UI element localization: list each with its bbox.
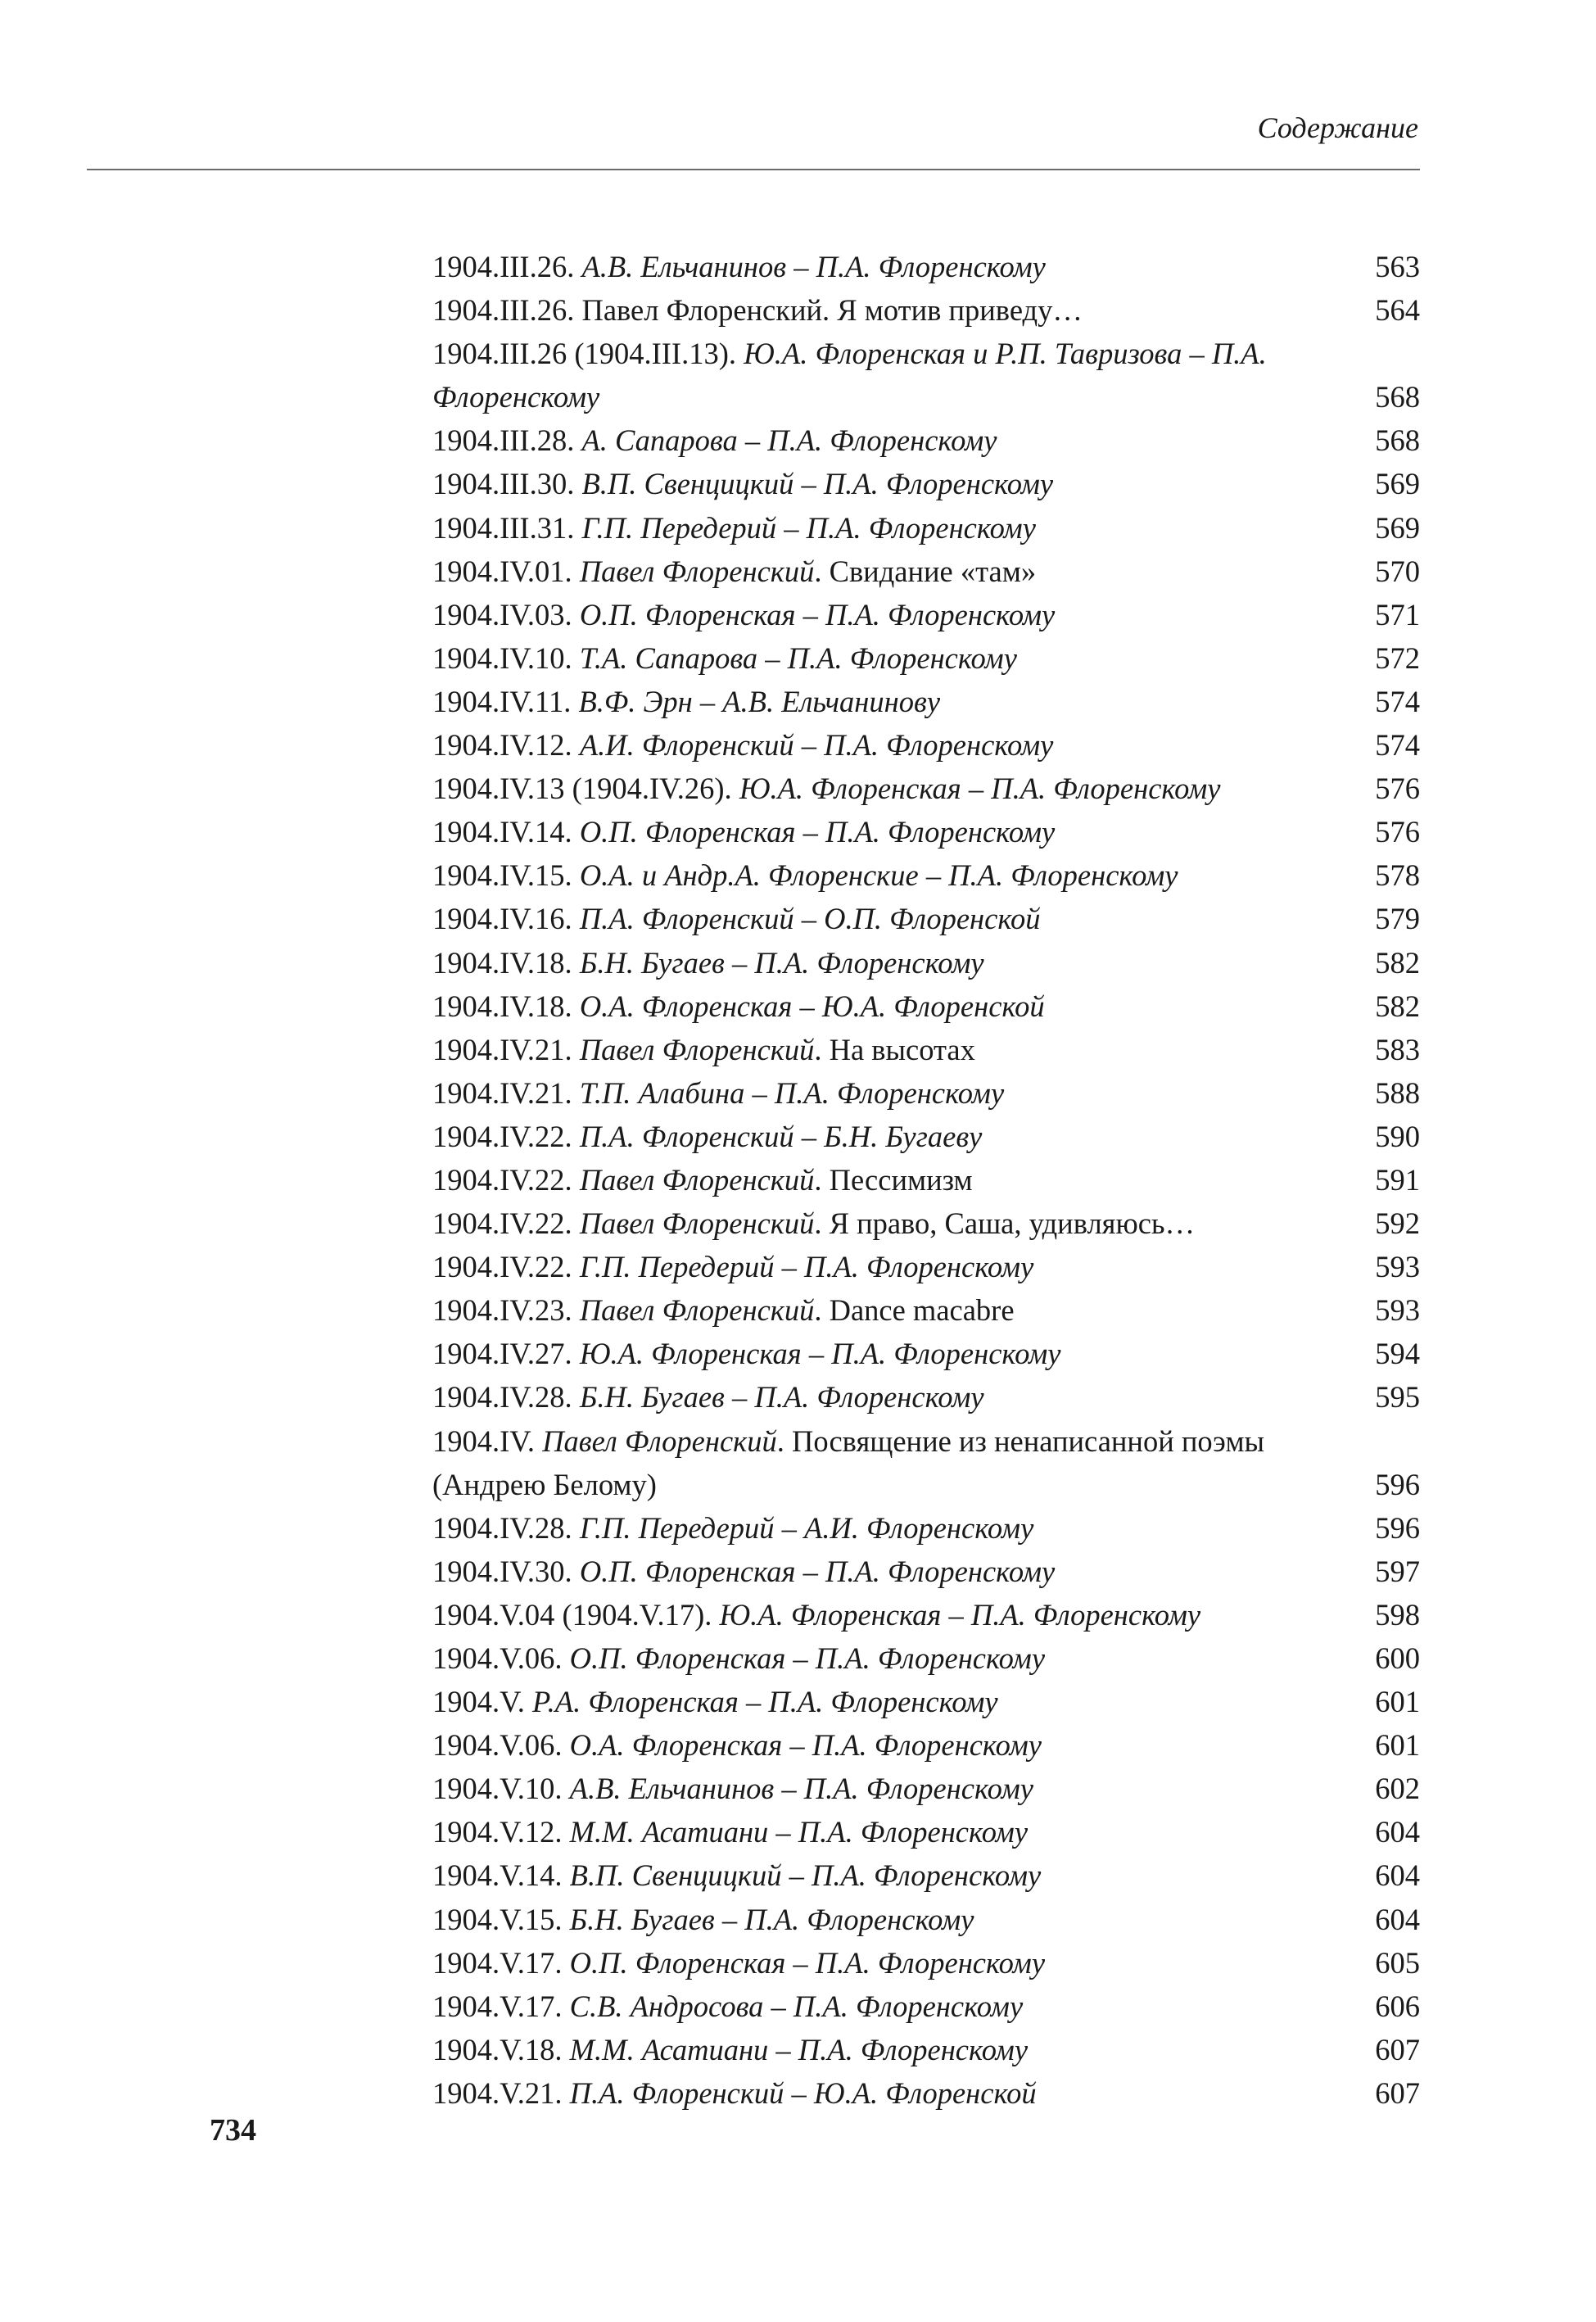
toc-entry-author: А.В. Ельчанинов – П.А. Флоренскому	[581, 250, 1046, 283]
toc-entry-title: . Посвящение из ненаписанной поэмы (Андрею Белому)	[432, 1424, 1265, 1501]
toc-entry-date: 1904.IV.11.	[432, 684, 579, 718]
toc-entry	[432, 462, 1420, 505]
toc-entry-page: 568	[1375, 380, 1420, 414]
toc-entry	[432, 1985, 1420, 2028]
toc-entry-author: В.Ф. Эрн – А.В. Ельчанинову	[578, 684, 941, 718]
toc-entry-author: П.А. Флоренский – Б.Н. Бугаеву	[579, 1119, 983, 1153]
toc-entry	[432, 1115, 1420, 1158]
toc-entry-page: 601	[1375, 1728, 1420, 1763]
toc-entry-text	[432, 1071, 1363, 1115]
toc-entry-text	[432, 1202, 1363, 1245]
toc-entry-title: . Я право, Саша, удивляюсь…	[814, 1206, 1196, 1241]
toc-entry	[432, 419, 1420, 462]
toc-entry-title: . Свидание «там»	[814, 554, 1037, 588]
toc-entry-date: 1904.IV.18.	[432, 945, 580, 980]
toc-entry-text	[432, 1506, 1363, 1550]
toc-entry-text	[432, 897, 1363, 940]
toc-entry-date: 1904.V.	[432, 1685, 533, 1719]
toc-entry-date: 1904.IV.22.	[432, 1162, 580, 1197]
toc-entry-author: Р.А. Флоренская – П.А. Флоренскому	[532, 1685, 998, 1719]
toc-entry-text	[432, 1810, 1363, 1854]
toc-entry	[432, 984, 1420, 1028]
toc-entry-author: Павел Флоренский	[542, 1424, 777, 1458]
toc-entry	[432, 1723, 1420, 1767]
toc-entry-author: О.П. Флоренская – П.А. Флоренскому	[579, 597, 1056, 631]
toc-entry	[432, 1419, 1420, 1506]
toc-entry-date: 1904.IV.01.	[432, 554, 580, 588]
toc-entry-date: 1904.IV.27.	[432, 1337, 580, 1371]
toc-entry-page: 582	[1375, 989, 1420, 1023]
toc-entry-date: 1904.V.04 (1904.V.17).	[432, 1597, 720, 1632]
page-number: 734	[210, 2113, 256, 2148]
toc-entry-date: 1904.IV.16.	[432, 902, 580, 936]
toc-entry-author: О.А. и Андр.А. Флоренские – П.А. Флоренскому	[579, 858, 1178, 893]
toc-entry-author: А.В. Ельчанинов – П.А. Флоренскому	[569, 1772, 1034, 1806]
toc-entry-date: 1904.V.17.	[432, 1989, 570, 2023]
toc-entry-date: 1904.IV.28.	[432, 1380, 580, 1414]
toc-entry-text	[432, 1288, 1363, 1332]
toc-entry	[432, 723, 1420, 767]
running-head-title: Содержание	[1257, 111, 1418, 144]
toc-entry	[432, 1810, 1420, 1854]
toc-entry	[432, 1593, 1420, 1636]
toc-entry-date: 1904.III.26. Павел Флоренский. Я мотив приведу…	[432, 293, 1083, 328]
toc-entry-page: 606	[1375, 1989, 1420, 2023]
toc-entry-date: 1904.IV.	[432, 1424, 543, 1458]
toc-entry-text	[432, 550, 1363, 593]
table-of-contents	[432, 245, 1420, 2115]
toc-entry	[432, 1028, 1420, 1071]
toc-entry-page: 604	[1375, 1902, 1420, 1936]
toc-entry-author: Г.П. Передерий – А.И. Флоренскому	[579, 1510, 1034, 1545]
toc-entry-text	[432, 1593, 1363, 1636]
toc-entry-date: 1904.V.15.	[432, 1902, 570, 1936]
toc-entry-author: О.П. Флоренская – П.А. Флоренскому	[579, 815, 1056, 849]
toc-entry-author: Т.П. Алабина – П.А. Флоренскому	[579, 1075, 1005, 1110]
toc-entry-date: 1904.III.26 (1904.III.13).	[432, 337, 744, 371]
toc-entry-author: М.М. Асатиани – П.А. Флоренскому	[569, 2032, 1029, 2066]
toc-entry-date: 1904.IV.03.	[432, 597, 580, 631]
toc-entry	[432, 550, 1420, 593]
toc-entry	[432, 1854, 1420, 1897]
toc-entry-text	[432, 1723, 1363, 1767]
toc-entry-date: 1904.V.10.	[432, 1772, 570, 1806]
toc-entry-text	[432, 332, 1363, 419]
toc-entry	[432, 1375, 1420, 1419]
toc-entry-text	[432, 1767, 1363, 1810]
toc-entry-page: 571	[1375, 597, 1420, 631]
toc-entry-text	[432, 767, 1363, 810]
toc-entry-author: Павел Флоренский	[579, 1162, 815, 1197]
toc-entry-text	[432, 1898, 1363, 1941]
toc-entry-author: Павел Флоренский	[579, 1293, 815, 1328]
toc-entry-date: 1904.IV.22.	[432, 1206, 580, 1241]
toc-entry-date: 1904.III.28.	[432, 423, 582, 458]
toc-entry-date: 1904.V.12.	[432, 1815, 570, 1849]
toc-entry-page: 604	[1375, 1858, 1420, 1893]
toc-entry	[432, 1636, 1420, 1680]
toc-entry-text	[432, 245, 1363, 288]
toc-entry-title: . На высотах	[814, 1032, 975, 1066]
toc-entry-page: 590	[1375, 1119, 1420, 1153]
toc-entry-date: 1904.IV.23.	[432, 1293, 580, 1328]
toc-entry-author: О.П. Флоренская – П.А. Флоренскому	[579, 1554, 1056, 1588]
toc-entry-page: 593	[1375, 1293, 1420, 1328]
toc-entry-page: 601	[1375, 1685, 1420, 1719]
toc-entry-text	[432, 1941, 1363, 1985]
toc-entry	[432, 1680, 1420, 1723]
toc-entry-text	[432, 1985, 1363, 2028]
toc-entry-text	[432, 941, 1363, 984]
toc-entry-date: 1904.V.06.	[432, 1641, 570, 1675]
header-rule	[87, 169, 1420, 170]
toc-entry-text	[432, 419, 1363, 462]
toc-entry-page: 593	[1375, 1250, 1420, 1284]
toc-entry-text	[432, 853, 1363, 897]
toc-entry	[432, 2028, 1420, 2071]
toc-entry-text	[432, 506, 1363, 550]
toc-entry-author: П.А. Флоренский – Ю.А. Флоренской	[569, 2075, 1037, 2110]
toc-entry-author: Б.Н. Бугаев – П.А. Флоренскому	[579, 945, 984, 980]
toc-entry-page: 607	[1375, 2032, 1420, 2066]
toc-entry	[432, 1550, 1420, 1593]
toc-entry-page: 576	[1375, 772, 1420, 806]
toc-entry-text	[432, 1419, 1363, 1506]
toc-entry-author: Ю.А. Флоренская – П.А. Флоренскому	[719, 1597, 1201, 1632]
toc-entry-page: 570	[1375, 554, 1420, 588]
toc-entry-page: 607	[1375, 2075, 1420, 2110]
toc-entry-page: 596	[1375, 1467, 1420, 1501]
toc-entry-author: О.А. Флоренская – Ю.А. Флоренской	[579, 989, 1045, 1023]
toc-entry-date: 1904.IV.21.	[432, 1075, 580, 1110]
toc-entry-author: Павел Флоренский	[579, 1206, 815, 1241]
toc-entry	[432, 1245, 1420, 1288]
toc-entry-author: Б.Н. Бугаев – П.А. Флоренскому	[569, 1902, 974, 1936]
toc-entry-text	[432, 984, 1363, 1028]
toc-entry	[432, 1202, 1420, 1245]
toc-entry-text	[432, 1115, 1363, 1158]
toc-entry-text	[432, 1375, 1363, 1419]
toc-entry-text	[432, 1854, 1363, 1897]
toc-entry-date: 1904.IV.18.	[432, 989, 580, 1023]
toc-entry-date: 1904.III.30.	[432, 467, 582, 501]
toc-entry-text	[432, 636, 1363, 680]
toc-entry-page: 563	[1375, 250, 1420, 283]
toc-entry-author: Г.П. Передерий – П.А. Флоренскому	[581, 510, 1036, 545]
toc-entry-author: Т.А. Сапарова – П.А. Флоренскому	[579, 640, 1017, 675]
toc-entry	[432, 810, 1420, 853]
toc-entry-text	[432, 1680, 1363, 1723]
toc-entry	[432, 1332, 1420, 1375]
toc-entry-date: 1904.V.14.	[432, 1858, 570, 1893]
toc-entry-page: 596	[1375, 1510, 1420, 1545]
toc-entry-date: 1904.IV.22.	[432, 1119, 580, 1153]
toc-entry-date: 1904.V.17.	[432, 1945, 570, 1980]
toc-entry-page: 605	[1375, 1945, 1420, 1980]
toc-entry	[432, 1158, 1420, 1202]
toc-entry-page: 597	[1375, 1554, 1420, 1588]
toc-entry-author: Б.Н. Бугаев – П.А. Флоренскому	[579, 1380, 984, 1414]
toc-entry-date: 1904.IV.21.	[432, 1032, 580, 1066]
toc-entry-page: 588	[1375, 1075, 1420, 1110]
toc-entry	[432, 1941, 1420, 1985]
toc-entry-author: Г.П. Передерий – П.А. Флоренскому	[579, 1250, 1034, 1284]
toc-entry	[432, 506, 1420, 550]
toc-entry-title: . Пессимизм	[814, 1162, 973, 1197]
toc-entry-author: О.А. Флоренская – П.А. Флоренскому	[569, 1728, 1042, 1763]
toc-entry-author: В.П. Свенцицкий – П.А. Флоренскому	[581, 467, 1054, 501]
toc-entry-author: Павел Флоренский	[579, 1032, 815, 1066]
toc-entry-date: 1904.V.06.	[432, 1728, 570, 1763]
toc-entry	[432, 1898, 1420, 1941]
toc-entry-text	[432, 2028, 1363, 2071]
toc-entry-date: 1904.IV.30.	[432, 1554, 580, 1588]
toc-entry-page: 572	[1375, 640, 1420, 675]
toc-entry-text	[432, 2071, 1363, 2115]
toc-entry-date: 1904.V.18.	[432, 2032, 570, 2066]
toc-entry-date: 1904.IV.13 (1904.IV.26).	[432, 772, 739, 806]
toc-entry-title: . Dance macabre	[814, 1293, 1015, 1328]
toc-entry-text	[432, 462, 1363, 505]
toc-entry-text	[432, 593, 1363, 636]
toc-entry	[432, 941, 1420, 984]
toc-entry-page: 595	[1375, 1380, 1420, 1414]
toc-entry-text	[432, 680, 1363, 723]
toc-entry-page: 592	[1375, 1206, 1420, 1241]
toc-entry-page: 591	[1375, 1162, 1420, 1197]
toc-entry-author: Павел Флоренский	[579, 554, 815, 588]
toc-entry-text	[432, 288, 1363, 332]
toc-entry-author: Ю.А. Флоренская – П.А. Флоренскому	[739, 772, 1221, 806]
toc-entry	[432, 593, 1420, 636]
toc-entry	[432, 1288, 1420, 1332]
toc-entry-text	[432, 810, 1363, 853]
toc-entry-page: 568	[1375, 423, 1420, 458]
toc-entry-text	[432, 1550, 1363, 1593]
toc-entry-date: 1904.IV.12.	[432, 728, 580, 763]
toc-entry-page: 594	[1375, 1337, 1420, 1371]
toc-entry-date: 1904.III.26.	[432, 250, 582, 283]
toc-entry-author: Ю.А. Флоренская и Р.П. Тавризова – П.А. Флоренскому	[432, 337, 1267, 414]
toc-entry	[432, 897, 1420, 940]
toc-entry-date: 1904.IV.15.	[432, 858, 580, 893]
toc-entry-author: В.П. Свенцицкий – П.А. Флоренскому	[569, 1858, 1042, 1893]
toc-entry	[432, 2071, 1420, 2115]
toc-entry	[432, 680, 1420, 723]
toc-entry-page: 582	[1375, 945, 1420, 980]
toc-entry	[432, 1767, 1420, 1810]
toc-entry	[432, 332, 1420, 419]
toc-entry	[432, 853, 1420, 897]
toc-entry-page: 583	[1375, 1032, 1420, 1066]
toc-entry-author: А.И. Флоренский – П.А. Флоренскому	[579, 728, 1054, 763]
toc-entry-page: 602	[1375, 1772, 1420, 1806]
toc-entry-page: 574	[1375, 728, 1420, 763]
toc-entry-date: 1904.IV.14.	[432, 815, 580, 849]
toc-entry-page: 604	[1375, 1815, 1420, 1849]
toc-entry	[432, 636, 1420, 680]
toc-entry-page: 598	[1375, 1597, 1420, 1632]
toc-entry-author: С.В. Андросова – П.А. Флоренскому	[569, 1989, 1024, 2023]
toc-entry-text	[432, 1636, 1363, 1680]
toc-entry-text	[432, 1245, 1363, 1288]
toc-entry-author: О.П. Флоренская – П.А. Флоренскому	[569, 1641, 1046, 1675]
toc-entry-date: 1904.IV.10.	[432, 640, 580, 675]
toc-entry-page: 576	[1375, 815, 1420, 849]
toc-entry-page: 578	[1375, 858, 1420, 893]
toc-entry-text	[432, 723, 1363, 767]
toc-entry-author: О.П. Флоренская – П.А. Флоренскому	[569, 1945, 1046, 1980]
toc-entry-text	[432, 1028, 1363, 1071]
toc-entry-page: 569	[1375, 510, 1420, 545]
toc-entry-author: А. Сапарова – П.А. Флоренскому	[581, 423, 997, 458]
toc-entry-text	[432, 1158, 1363, 1202]
toc-entry-author: П.А. Флоренский – О.П. Флоренской	[579, 902, 1041, 936]
toc-entry	[432, 245, 1420, 288]
toc-entry-text	[432, 1332, 1363, 1375]
toc-entry-page: 569	[1375, 467, 1420, 501]
toc-entry-page: 574	[1375, 684, 1420, 718]
toc-entry-page: 579	[1375, 902, 1420, 936]
toc-entry	[432, 288, 1420, 332]
toc-entry	[432, 1071, 1420, 1115]
toc-entry-author: Ю.А. Флоренская – П.А. Флоренскому	[579, 1337, 1061, 1371]
toc-entry-author: М.М. Асатиани – П.А. Флоренскому	[569, 1815, 1029, 1849]
toc-entry-page: 564	[1375, 293, 1420, 328]
toc-entry	[432, 767, 1420, 810]
toc-entry-page: 600	[1375, 1641, 1420, 1675]
toc-entry	[432, 1506, 1420, 1550]
toc-entry-date: 1904.IV.22.	[432, 1250, 580, 1284]
toc-entry-date: 1904.III.31.	[432, 510, 582, 545]
toc-entry-date: 1904.V.21.	[432, 2075, 570, 2110]
toc-entry-date: 1904.IV.28.	[432, 1510, 580, 1545]
